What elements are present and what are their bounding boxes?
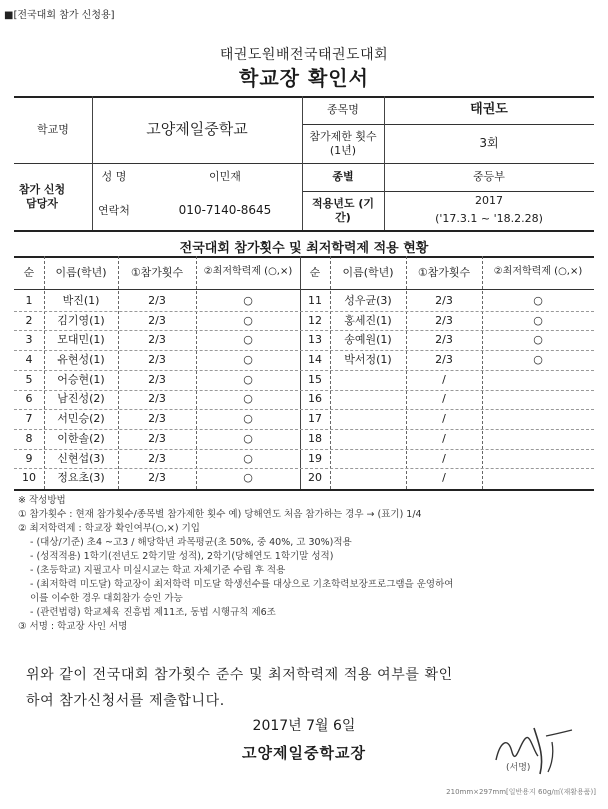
cell-name: 김기영(1)	[57, 313, 105, 327]
cell-name: 모대민(1)	[57, 333, 105, 347]
cell-no: 15	[308, 372, 322, 386]
cell-count: 2/3	[148, 451, 166, 465]
cell-count: 2/3	[148, 293, 166, 307]
cell-mark: ○	[243, 313, 253, 327]
cell-count: 2/3	[148, 392, 166, 406]
cell-count: /	[442, 451, 446, 465]
cell-count: 2/3	[148, 412, 166, 426]
cell-no: 13	[308, 333, 322, 347]
cell-no: 14	[308, 353, 322, 367]
year-label: 적용년도 (기간)	[312, 196, 374, 224]
cell-mark: ○	[243, 353, 253, 367]
cell-no: 18	[308, 431, 322, 445]
confirmation-line: 하여 참가신청서를 제출합니다.	[26, 693, 225, 709]
cell-no: 8	[25, 431, 33, 445]
document-title: 학교장 확인서	[239, 66, 369, 90]
cell-name: 신현섭(3)	[57, 451, 105, 465]
note-line: - (대상/기준) 초4 ~고3 / 해당학년 과목평균(초 50%, 중 40%, 고 30%)적용	[30, 537, 352, 548]
cell-name: 어승현(1)	[57, 372, 105, 386]
cell-mark	[484, 429, 592, 449]
cell-name: 박진(1)	[62, 293, 100, 307]
info-bottom-border	[14, 230, 594, 232]
note-line: ※ 작성방법	[18, 495, 66, 506]
cell-mark: ○	[243, 293, 253, 307]
cell-name	[330, 370, 406, 390]
cell-no: 4	[25, 353, 33, 367]
period-value: ('17.3.1 ~ '18.2.28)	[435, 212, 543, 226]
table-col-line	[482, 256, 483, 489]
header-no-2: 순	[309, 265, 321, 279]
row-divider	[14, 409, 594, 410]
year-value: 2017	[475, 194, 503, 208]
cell-count: /	[442, 372, 446, 386]
header-no: 순	[23, 265, 35, 279]
row-divider	[14, 311, 594, 312]
cell-no: 19	[308, 451, 322, 465]
cell-no: 9	[25, 451, 33, 465]
cell-name	[330, 429, 406, 449]
cell-name	[330, 449, 406, 469]
event-value: 태권도	[470, 101, 508, 117]
cell-mark: ○	[243, 471, 253, 485]
header-mark: ②최저학력제 (○,×)	[203, 266, 293, 278]
signature-label: (서명)	[506, 763, 531, 773]
header-count: ①참가횟수	[130, 265, 184, 279]
cell-mark	[484, 449, 592, 469]
cell-mark	[484, 370, 592, 390]
organization-name: 태권도원배전국태권도대회	[219, 47, 389, 63]
section-title: 전국대회 참가횟수 및 최저학력제 적용 현황	[179, 241, 429, 256]
cell-no: 10	[22, 471, 36, 485]
phone-label: 연락처	[98, 203, 130, 217]
row-divider	[14, 449, 594, 450]
signature-icon	[490, 722, 576, 778]
row-divider	[14, 390, 594, 391]
cell-count: 2/3	[435, 293, 453, 307]
name-label: 성 명	[101, 170, 127, 184]
note-line: - (최저학력 미도달) 학교장이 최저학력 미도달 학생선수를 대상으로 기초학력보장프로그램을 운영하여	[30, 579, 454, 590]
row-divider	[14, 330, 594, 331]
cell-count: 2/3	[148, 431, 166, 445]
note-line: ② 최저학력제 : 학교장 확인여부(○,×) 기입	[18, 523, 200, 534]
note-line: - (성적적용) 1학기(전년도 2학기말 성적), 2학기(당해연도 1학기말 성적)	[30, 551, 334, 562]
cell-mark: ○	[243, 412, 253, 426]
limit-value: 3회	[479, 136, 499, 150]
cell-count: /	[442, 392, 446, 406]
cell-mark	[484, 468, 592, 488]
note-line: ① 참가횟수 : 현재 참가횟수/종목별 참가제한 횟수 예) 당해연도 처음 참가하는 경우 → (표기) 1/4	[18, 509, 422, 520]
paper-size-note: 210mm×297mm[일반용지 60g/㎡(재활용품)]	[446, 788, 596, 796]
cell-count: 2/3	[148, 333, 166, 347]
event-label: 종목명	[327, 103, 359, 117]
cell-mark: ○	[243, 333, 253, 347]
cell-count: 2/3	[148, 471, 166, 485]
cell-name: 정요초(3)	[57, 471, 105, 485]
cell-name: 서민승(2)	[57, 412, 105, 426]
cell-mark	[484, 390, 592, 410]
cell-name: 홍세진(1)	[344, 313, 392, 327]
cell-no: 20	[308, 471, 322, 485]
table-col-line	[196, 256, 197, 489]
cell-count: 2/3	[148, 313, 166, 327]
document-date: 2017년 7월 6일	[252, 718, 356, 734]
contact-name-value: 이민재	[209, 170, 241, 184]
cell-mark: ○	[533, 333, 543, 347]
cell-mark: ○	[243, 392, 253, 406]
row-divider	[14, 350, 594, 351]
cell-no: 16	[308, 392, 322, 406]
category-value: 중등부	[473, 170, 505, 184]
cell-count: /	[442, 431, 446, 445]
table-bottom-border	[14, 489, 594, 491]
cell-count: 2/3	[148, 353, 166, 367]
cell-no: 5	[25, 372, 33, 386]
note-line: - (관련법령) 학교체육 진흥법 제11조, 동법 시행규칙 제6조	[30, 607, 276, 618]
cell-mark: ○	[243, 431, 253, 445]
cell-name: 송예원(1)	[344, 333, 392, 347]
cell-count: 2/3	[435, 333, 453, 347]
header-name: 이름(학년)	[55, 265, 107, 279]
note-line: - (초등학교) 지필고사 미실시교는 학교 자체기준 수립 후 적용	[30, 565, 286, 576]
cell-name: 박서정(1)	[344, 353, 392, 367]
cell-count: 2/3	[148, 372, 166, 386]
contact-label: 참가 신청 담당자	[18, 182, 66, 210]
header-count-2: ①참가횟수	[417, 265, 471, 279]
cell-no: 11	[308, 293, 322, 307]
cell-no: 7	[25, 412, 33, 426]
instructions	[18, 494, 588, 634]
row-divider	[14, 429, 594, 430]
school-name-value: 고양제일중학교	[146, 120, 248, 139]
principal-name: 고양제일중학교장	[242, 744, 366, 762]
cell-mark: ○	[533, 293, 543, 307]
cell-name: 이한솔(2)	[57, 431, 105, 445]
category-label: 종별	[332, 170, 354, 184]
cell-no: 12	[308, 313, 322, 327]
note-line: 이를 이수한 경우 대회참가 승인 가능	[30, 593, 183, 604]
cell-count: /	[442, 471, 446, 485]
cell-no: 2	[25, 313, 33, 327]
header-mark-2: ②최저학력제 (○,×)	[493, 266, 583, 278]
cell-count: /	[442, 412, 446, 426]
cell-name: 남진성(2)	[57, 392, 105, 406]
confirmation-line: 위와 같이 전국대회 참가횟수 준수 및 최저학력제 적용 여부를 확인	[26, 667, 453, 683]
cell-mark: ○	[243, 451, 253, 465]
table-header-border	[14, 289, 594, 290]
row-divider	[14, 468, 594, 469]
cell-count: 2/3	[435, 353, 453, 367]
note-line: ③ 서명 : 학교장 사인 서명	[18, 621, 128, 632]
cell-no: 3	[25, 333, 33, 347]
phone-value: 010-7140-8645	[178, 203, 272, 217]
cell-mark	[484, 409, 592, 429]
cell-no: 1	[25, 293, 33, 307]
cell-mark: ○	[243, 372, 253, 386]
limit-label: 참가제한 횟수(1년)	[309, 129, 377, 157]
cell-name	[330, 409, 406, 429]
cell-no: 17	[308, 412, 322, 426]
row-divider	[14, 370, 594, 371]
cell-no: 6	[25, 392, 33, 406]
cell-name: 성우균(3)	[344, 293, 392, 307]
cell-name	[330, 390, 406, 410]
form-type-label: ■[전국대회 참가 신청용]	[4, 10, 115, 21]
cell-mark: ○	[533, 353, 543, 367]
cell-count: 2/3	[435, 313, 453, 327]
header-name-2: 이름(학년)	[342, 265, 394, 279]
confirmation-text	[26, 662, 586, 714]
cell-name: 유현성(1)	[57, 353, 105, 367]
cell-mark: ○	[533, 313, 543, 327]
school-label: 학교명	[37, 122, 69, 136]
cell-name	[330, 468, 406, 488]
